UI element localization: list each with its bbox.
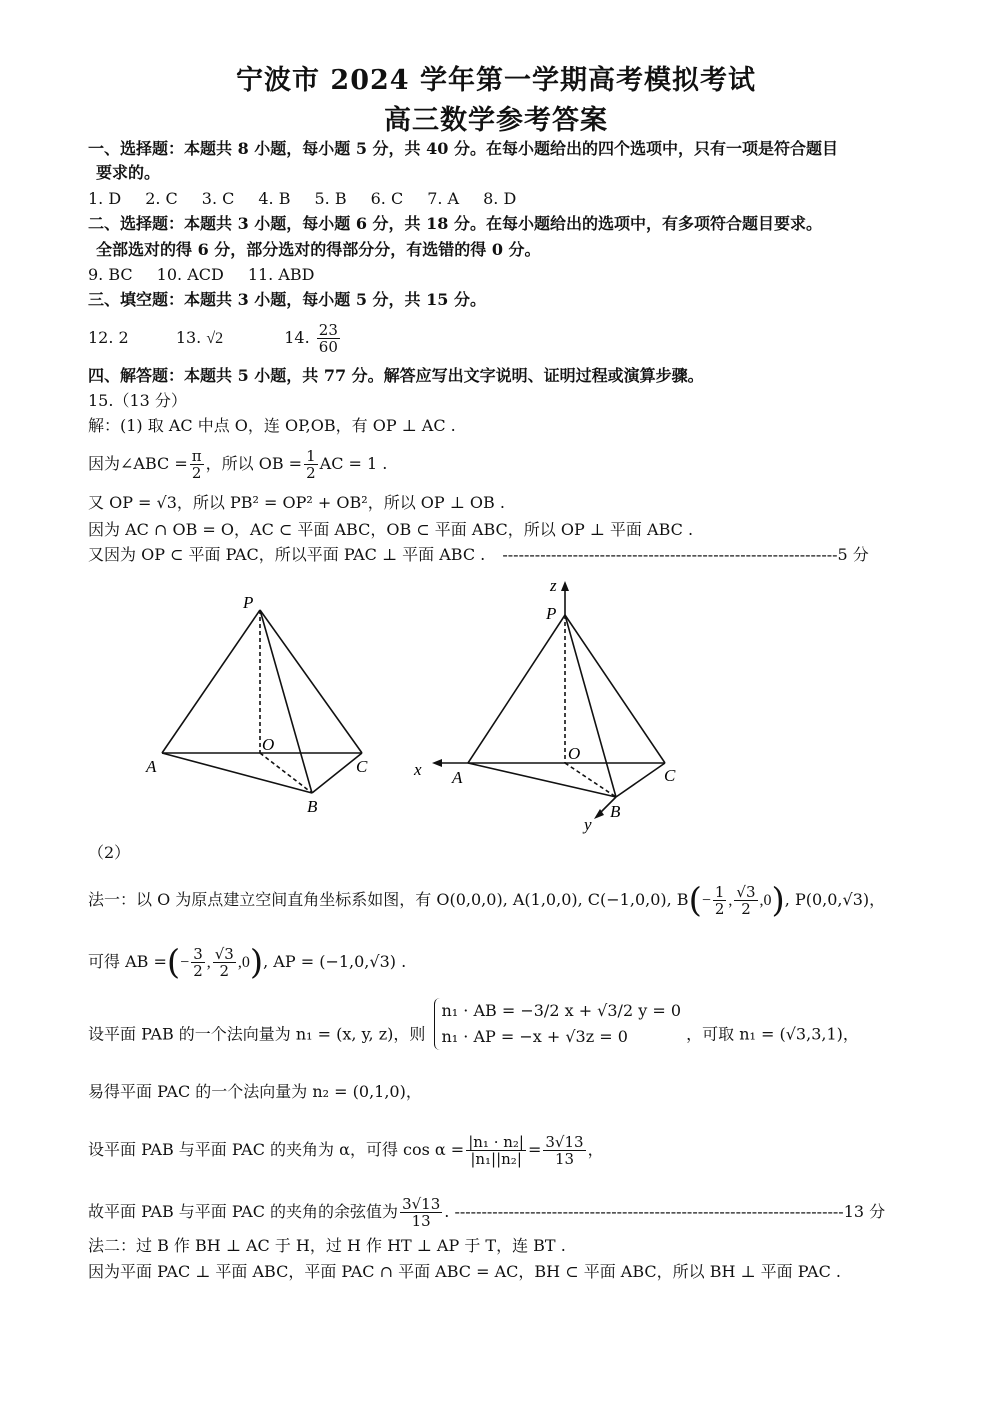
answer-7: 7. A bbox=[427, 189, 460, 208]
section-2-heading-cont: 全部选对的得 6 分，部分选对的得部分分，有选错的得 0 分。 bbox=[96, 240, 541, 259]
method-1-line-1: 法一：以 O 为原点建立空间直角坐标系如图，有 O(0,0,0), A(1,0,0), C(−1,0,0), B(− $\frac{1}{2}$ , $\frac{√3}{2}$ ,0), P(0,0,√3)， bbox=[88, 880, 886, 921]
section-1-heading-cont: 要求的。 bbox=[96, 163, 161, 182]
tetrahedron-figure-right bbox=[410, 575, 710, 835]
page-title: 宁波市 2024 学年第一学期高考模拟考试 bbox=[236, 65, 756, 96]
section-3-heading: 三、填空题：本题共 3 小题，每小题 5 分，共 15 分。 bbox=[88, 290, 486, 309]
answer-11: 11. ABD bbox=[247, 265, 315, 284]
answer-12: 12. 2 bbox=[88, 328, 129, 347]
tetrahedron-figure-left bbox=[140, 588, 390, 818]
method-2-line-1: 法二：过 B 作 BH ⊥ AC 于 H，过 H 作 HT ⊥ AP 于 T，连 BT . bbox=[88, 1236, 566, 1255]
method-1-line-2: 可得 AB =(− $\frac{3}{2}$ , $\frac{√3}{2}$ ,0), AP = (−1,0,√3) . bbox=[88, 942, 407, 983]
answer-3: 3. C bbox=[201, 189, 235, 208]
part-2-label: （2） bbox=[88, 843, 131, 862]
method-2-line-2: 因为平面 PAC ⊥ 平面 ABC，平面 PAC ∩ 平面 ABC = AC，BH ⊂ 平面 ABC，所以 BH ⊥ 平面 PAC . bbox=[88, 1262, 842, 1281]
p15-line-3: 又 OP = √3，所以 PB² = OP² + OB²，所以 OP ⊥ OB . bbox=[88, 493, 505, 512]
section-2-heading: 二、选择题：本题共 3 小题，每小题 6 分，共 18 分。在每小题给出的选项中，有多项符合题目要求。 bbox=[88, 214, 822, 233]
label-B: B bbox=[307, 797, 318, 816]
label-A: A bbox=[452, 768, 463, 787]
answer-4: 4. B bbox=[258, 189, 291, 208]
answer-14-fraction: $\frac{23}{60}$ bbox=[318, 321, 338, 356]
answer-2: 2. C bbox=[145, 189, 178, 208]
axis-z-label: z bbox=[550, 576, 557, 595]
label-O: O bbox=[262, 735, 275, 754]
label-P: P bbox=[546, 604, 557, 623]
p15-line-5: 又因为 OP ⊂ 平面 PAC，所以平面 PAC ⊥ 平面 ABC . --------------------------------------------------------------5 分 bbox=[88, 545, 869, 564]
section-1-heading: 一、选择题：本题共 8 小题，每小题 5 分，共 40 分。在每小题给出的四个选项中，只有一项是符合题目 bbox=[88, 139, 838, 158]
section-4-heading: 四、解答题：本题共 5 小题，共 77 分。解答应写出文字说明、证明过程或演算步骤。 bbox=[88, 366, 704, 385]
label-C: C bbox=[664, 766, 676, 785]
p15-line-1: 解：(1) 取 AC 中点 O，连 OP,OB，有 OP ⊥ AC . bbox=[88, 416, 456, 435]
answer-5: 5. B bbox=[314, 189, 347, 208]
section-2-answers bbox=[88, 265, 338, 285]
answer-13-value: √2 bbox=[206, 330, 224, 347]
method-1-line-3: 设平面 PAB 的一个法向量为 n₁ = (x, y, z)，则 n₁ · AB = −3/2 x + √3/2 y = 0 n₁ · AP = −x + √3z = 0 ，可取 n₁ = (√3,3,1)， bbox=[88, 1020, 859, 1050]
p15-line-4: 因为 AC ∩ OB = O，AC ⊂ 平面 ABC，OB ⊂ 平面 ABC，所以 OP ⊥ 平面 ABC . bbox=[88, 520, 694, 539]
answer-13-label: 13. bbox=[175, 328, 202, 347]
label-P: P bbox=[243, 593, 254, 612]
section-1-answers bbox=[88, 189, 540, 209]
axis-x-label: x bbox=[414, 760, 422, 779]
method-1-line-4: 易得平面 PAC 的一个法向量为 n₂ = (0,1,0)， bbox=[88, 1082, 422, 1101]
answer-14-label: 14. bbox=[284, 328, 310, 347]
score-5: --------------------------------------------------------------5 分 bbox=[502, 545, 869, 564]
answer-9: 9. BC bbox=[88, 265, 133, 284]
answer-10: 10. ACD bbox=[156, 265, 224, 284]
label-B: B bbox=[610, 802, 621, 821]
answer-8: 8. D bbox=[483, 189, 517, 208]
label-A: A bbox=[146, 757, 157, 776]
equation-system: n₁ · AB = −3/2 x + √3/2 y = 0 n₁ · AP = −x + √3z = 0 bbox=[434, 998, 681, 1050]
axis-y-label: y bbox=[584, 815, 592, 834]
score-13: . ------------------------------------------------------------------------13 分 bbox=[444, 1202, 886, 1221]
label-O: O bbox=[568, 744, 581, 763]
method-1-line-6: 故平面 PAB 与平面 PAC 的夹角的余弦值为 $\frac{3√13}{13}$ . ------------------------------------------------------------------------13 分 bbox=[88, 1195, 886, 1230]
page-subtitle: 高三数学参考答案 bbox=[384, 105, 608, 136]
section-3-answers bbox=[88, 322, 342, 355]
problem-15-label: 15.（13 分） bbox=[88, 391, 187, 410]
method-1-line-5: 设平面 PAB 与平面 PAC 的夹角为 α，可得 cos α = $\frac{\text{|n₁ · n₂|}}{\text{|n₁||n₂|}}$ = $\frac{3√13}{13}$ ， bbox=[88, 1133, 604, 1168]
answer-1: 1. D bbox=[88, 189, 122, 208]
answer-6: 6. C bbox=[370, 189, 404, 208]
label-C: C bbox=[356, 757, 368, 776]
p15-line-2: 因为∠ABC = $\frac{\pi}{2}$ ，所以 OB = $\frac{1}{2}$ AC = 1 . bbox=[88, 447, 388, 482]
